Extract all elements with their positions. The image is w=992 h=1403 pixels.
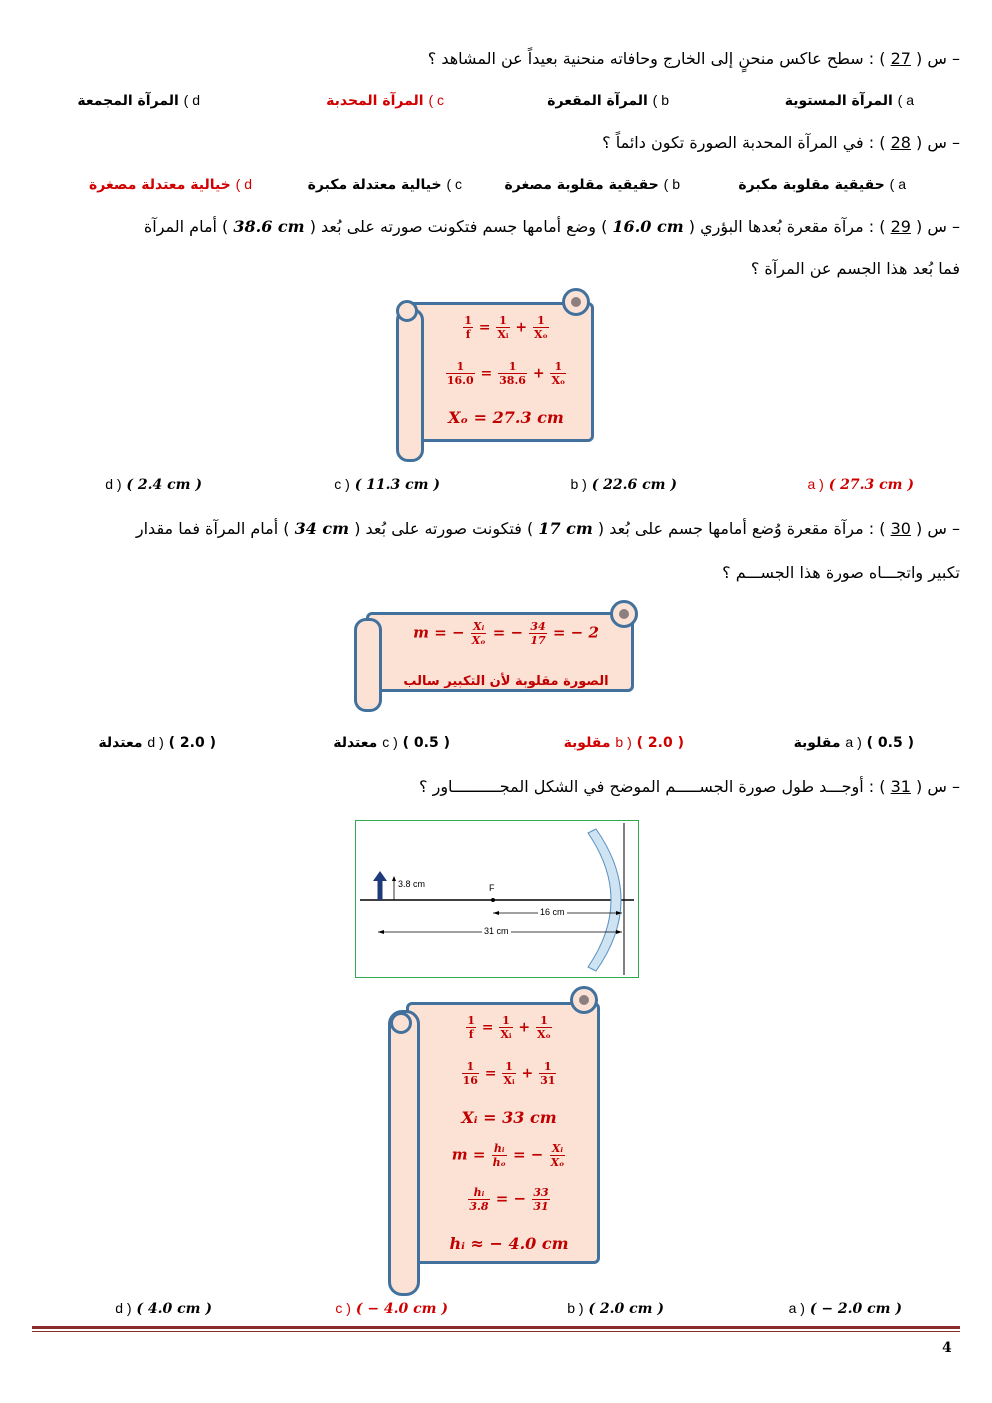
scroll-curl-top <box>570 986 598 1014</box>
question-text: تكبير واتجـــاه صورة هذا الجســـم ؟ <box>722 563 960 582</box>
question-29-line2 <box>32 258 960 280</box>
option-text: ( 2.0 ) معتدلة <box>98 735 216 751</box>
option-letter: b ) <box>570 476 587 492</box>
q29-option-b[interactable] <box>570 476 677 493</box>
option-letter: a ) <box>788 1300 805 1316</box>
footer-rule <box>32 1326 960 1329</box>
option-text: ( − 4.0 cm ) <box>355 1301 448 1317</box>
curl-dot <box>571 297 581 307</box>
option-letter: d ) <box>147 734 164 750</box>
option-text: خيالية معتدلة مصغرة <box>89 177 231 193</box>
option-letter: a ) <box>807 476 824 492</box>
option-letter: c ) <box>446 176 462 192</box>
option-text: ( 11.3 cm ) <box>354 477 440 493</box>
option-text: ( 27.3 cm ) <box>828 477 914 493</box>
option-letter: d ) <box>183 92 200 108</box>
question-text: ) : مرآة مقعرة وُضع أمامها جسم على بُعد ( <box>597 519 886 538</box>
question-31 <box>32 776 960 798</box>
option-letter: c ) <box>428 92 444 108</box>
focus-label: F <box>489 883 495 893</box>
option-letter: c ) <box>382 734 398 750</box>
image-distance: 38.6 cm <box>233 217 305 236</box>
question-30 <box>32 518 960 540</box>
scroll-curl-top <box>562 288 590 316</box>
q28-option-c[interactable] <box>308 176 462 193</box>
solution-scroll-31 <box>386 986 604 1296</box>
equation-line-1: $\frac{1}{f}$ = $\frac{1}{\text{Xᵢ}}$ + $\frac{1}{\text{Xₒ}}$ <box>467 1014 551 1041</box>
q29-option-c[interactable] <box>334 476 440 493</box>
question-text: ) : سطح عاكس منحنٍ إلى الخارج وحافاته منحنية بعيداً عن المشاهد ؟ <box>427 49 886 68</box>
option-letter: b ) <box>663 176 680 192</box>
q31-option-b[interactable] <box>567 1300 664 1317</box>
page-number: 4 <box>942 1340 952 1356</box>
equation-line-2: $\frac{1}{16}$ = $\frac{1}{\text{Xᵢ}}$ + $\frac{1}{31}$ <box>462 1060 556 1087</box>
option-letter: b ) <box>615 734 632 750</box>
option-text: المرآة المحدبة <box>326 93 424 109</box>
q30-option-d[interactable] <box>98 734 216 751</box>
q28-option-d[interactable] <box>89 176 252 193</box>
option-text: المرآة المجمعة <box>77 93 179 109</box>
q27-option-a[interactable] <box>785 92 914 109</box>
option-letter: a ) <box>845 734 862 750</box>
equation-line-5: $\frac{\text{hᵢ}}{3.8}$ = − $\frac{33}{31}$ <box>469 1186 549 1213</box>
question-text: ) : أوجـــد طول صورة الجســـــم الموضح في الشكل المجــــــــــاور ؟ <box>419 777 886 796</box>
curl-dot <box>619 609 629 619</box>
q29-option-d[interactable] <box>105 476 202 493</box>
option-letter: c ) <box>334 476 350 492</box>
q27-option-c[interactable] <box>326 92 444 109</box>
scroll-body <box>406 1002 600 1264</box>
option-text: ( 2.0 ) مقلوبة <box>563 735 684 751</box>
question-text: ) : مرآة مقعرة بُعدها البؤري ( <box>688 217 886 236</box>
option-text: حقيقية مقلوبة مكبرة <box>738 177 885 193</box>
question-28 <box>32 132 960 154</box>
option-letter: b ) <box>567 1300 584 1316</box>
object-distance-label: 31 cm <box>484 926 509 936</box>
option-letter: a ) <box>897 92 914 108</box>
q28-option-b[interactable] <box>505 176 680 193</box>
equation-line-1: $\frac{1}{f}$ = $\frac{1}{\text{Xᵢ}}$ + $\frac{1}{\text{Xₒ}}$ <box>464 314 548 341</box>
question-text: ) أمام المرآة فما مقدار <box>135 519 290 538</box>
question-number: 28 <box>890 133 911 152</box>
q29-option-a[interactable] <box>807 476 914 493</box>
q27-option-b[interactable] <box>547 92 669 109</box>
option-text: ( 2.0 cm ) <box>588 1301 664 1317</box>
q30-option-b[interactable] <box>564 734 684 751</box>
scroll-curl-bottom <box>390 1012 412 1034</box>
question-prefix: – س ( <box>916 49 960 68</box>
question-number: 31 <box>890 777 911 796</box>
equation-line-4: m = $\frac{\text{hᵢ}}{\text{hₒ}}$ = − $\frac{\text{Xᵢ}}{\text{Xₒ}}$ <box>451 1142 565 1169</box>
question-29 <box>32 216 960 238</box>
solution-scroll-30 <box>352 600 636 712</box>
magnification-equation: m = − $\frac{\text{Xᵢ}}{\text{Xₒ}}$ = − $\frac{34}{17}$ = − 2 <box>413 620 599 647</box>
option-letter: d ) <box>105 476 122 492</box>
question-prefix: – س ( <box>916 217 960 236</box>
object-distance: 17 cm <box>538 519 593 538</box>
question-text: فما بُعد هذا الجسم عن المرآة ؟ <box>750 259 960 278</box>
option-letter: d ) <box>235 176 252 192</box>
q31-option-c[interactable] <box>335 1300 448 1317</box>
q27-option-d[interactable] <box>77 92 200 109</box>
option-text: ( 22.6 cm ) <box>591 477 677 493</box>
option-letter: a ) <box>889 176 906 192</box>
image-distance: 34 cm <box>294 519 350 538</box>
object-arrow-head <box>373 871 387 881</box>
question-prefix: – س ( <box>916 777 960 796</box>
focal-point <box>491 898 495 902</box>
question-text: ) فتكونت صورته على بُعد ( <box>354 519 534 538</box>
option-text: المرآة المستوية <box>784 93 893 109</box>
question-text: ) وضع أمامها جسم فتكونت صورته على بُعد ( <box>309 217 608 236</box>
solution-scroll-29 <box>394 288 596 462</box>
option-text: خيالية معتدلة مكبرة <box>307 177 442 193</box>
question-prefix: – س ( <box>916 519 960 538</box>
option-text: ( 4.0 cm ) <box>136 1301 212 1317</box>
option-text: ( 0.5 ) مقلوبة <box>793 735 914 751</box>
option-letter: d ) <box>115 1300 132 1316</box>
option-text: حقيقية مقلوبة مصغرة <box>504 177 659 193</box>
q30-option-c[interactable] <box>333 734 450 751</box>
footer-rule-thin <box>32 1331 960 1332</box>
option-letter: b ) <box>652 92 669 108</box>
question-text: ) : في المرآة المحدبة الصورة تكون دائماً ؟ <box>602 133 886 152</box>
mirror-figure <box>355 820 639 978</box>
equation-line-2: $\frac{1}{16.0}$ = $\frac{1}{38.6}$ + $\frac{1}{\text{Xₒ}}$ <box>446 360 566 387</box>
question-number: 29 <box>890 217 911 236</box>
object-height-label: 3.8 cm <box>398 879 426 889</box>
question-prefix: – س ( <box>916 133 960 152</box>
equation-line-3: Xᵢ = 33 cm <box>461 1108 557 1127</box>
q30-option-a[interactable] <box>794 734 914 751</box>
question-number: 27 <box>890 49 911 68</box>
question-30-line2 <box>32 562 960 584</box>
scroll-curl-bottom <box>396 300 418 322</box>
solution-note: الصورة مقلوبة لأن التكبير سالب <box>403 674 609 689</box>
question-27 <box>32 48 960 70</box>
option-letter: c ) <box>335 1300 351 1316</box>
q31-option-d[interactable] <box>115 1300 212 1317</box>
option-text: ( 2.4 cm ) <box>126 477 202 493</box>
equation-result: hᵢ ≈ − 4.0 cm <box>449 1234 569 1253</box>
mirror-diagram <box>356 821 638 977</box>
q31-option-a[interactable] <box>789 1300 902 1317</box>
q28-option-a[interactable] <box>738 176 906 193</box>
option-text: ( 0.5 ) معتدلة <box>333 735 450 751</box>
focal-length-label: 16 cm <box>540 907 565 917</box>
question-number: 30 <box>890 519 911 538</box>
question-text: ) أمام المرآة <box>143 217 229 236</box>
curl-dot <box>579 995 589 1005</box>
focal-length: 16.0 cm <box>612 217 684 236</box>
equation-result: Xₒ = 27.3 cm <box>448 408 564 427</box>
option-text: ( − 2.0 cm ) <box>809 1301 902 1317</box>
option-text: المرآة المقعرة <box>547 93 648 109</box>
